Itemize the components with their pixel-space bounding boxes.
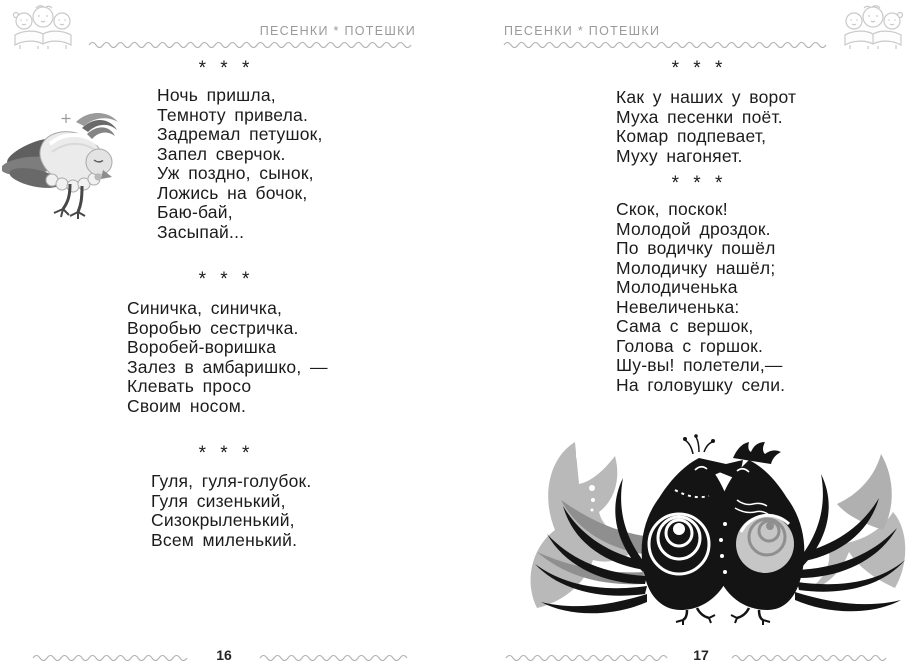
- running-head-left: ПЕСЕНКИ * ПОТЕШКИ: [259, 24, 416, 38]
- stanza-separator: * * *: [671, 58, 723, 79]
- wavy-divider: [503, 40, 829, 49]
- stanza-separator: * * *: [198, 58, 250, 79]
- poem-line: Засыпай...: [157, 221, 245, 242]
- poem-line: Всем миленький.: [151, 529, 298, 550]
- poem-line: Муха песенки поёт.: [616, 106, 783, 127]
- sleeping-rooster-illustration: [2, 106, 128, 220]
- poem-skok-poskok: [616, 200, 785, 395]
- page-number-left: 16: [216, 647, 232, 663]
- poem-line: Муху нагоняет.: [616, 145, 743, 166]
- poem-line: По водичку пошёл: [616, 238, 776, 258]
- poem-line: Молодой дроздок.: [616, 218, 771, 239]
- running-head-right: ПЕСЕНКИ * ПОТЕШКИ: [504, 24, 661, 38]
- stanza-separator: * * *: [198, 269, 250, 290]
- poem-line: Молодиченька: [616, 277, 738, 297]
- stanza-separator: * * *: [671, 173, 723, 194]
- poem-line: Ложись на бочок,: [157, 182, 308, 203]
- wavy-divider: [88, 40, 414, 49]
- children-reading-icon: [838, 4, 908, 50]
- wavy-divider: [259, 653, 411, 662]
- page-number-right: 17: [693, 647, 709, 663]
- poem-line: Гуля сизенький,: [151, 490, 286, 511]
- poem-line: Темноту привела.: [157, 104, 309, 125]
- poem-gulya: [151, 472, 311, 550]
- poem-line: Как у наших у ворот: [616, 87, 797, 107]
- folk-birds-illustration: [497, 434, 909, 628]
- folk-bird-left: [531, 434, 735, 625]
- folk-bird-right: [709, 442, 905, 625]
- poem-line: Запел сверчок.: [157, 143, 286, 164]
- poem-line: Задремал петушок,: [157, 124, 323, 144]
- stanza-separator: * * *: [198, 443, 250, 464]
- poem-line: Залез в амбаришко, —: [127, 356, 328, 377]
- poem-mukha: [616, 88, 796, 166]
- poem-line: Ночь пришла,: [157, 85, 276, 105]
- poem-line: Сизокрыленький,: [151, 510, 295, 530]
- poem-line: Комар подпевает,: [616, 126, 767, 146]
- poem-sinichka: [127, 299, 328, 416]
- poem-line: Сама с вершок,: [616, 316, 754, 336]
- poem-line: Молодичку нашёл;: [616, 257, 776, 278]
- children-reading-icon: [8, 4, 78, 50]
- poem-line: Гуля, гуля-голубок.: [151, 471, 312, 491]
- poem-line: Клевать просо: [127, 376, 252, 396]
- poem-line: На головушку сели.: [616, 374, 786, 395]
- poem-line: Воробью сестричка.: [127, 317, 299, 338]
- poem-line: Баю-бай,: [157, 202, 233, 222]
- poem-line: Скок, поскок!: [616, 199, 728, 219]
- poem-line: Невеличенька:: [616, 296, 740, 317]
- poem-line: Воробей-воришка: [127, 337, 277, 357]
- poem-line: Голова с горшок.: [616, 335, 764, 356]
- wavy-divider: [32, 653, 188, 662]
- poem-night-came: [157, 86, 323, 242]
- poem-line: Уж поздно, сынок,: [157, 163, 314, 183]
- wavy-divider: [505, 653, 669, 662]
- poem-line: Синичка, синичка,: [127, 298, 283, 318]
- wavy-divider: [731, 653, 887, 662]
- poem-line: Своим носом.: [127, 395, 247, 416]
- poem-line: Шу-вы! полетели,—: [616, 355, 783, 375]
